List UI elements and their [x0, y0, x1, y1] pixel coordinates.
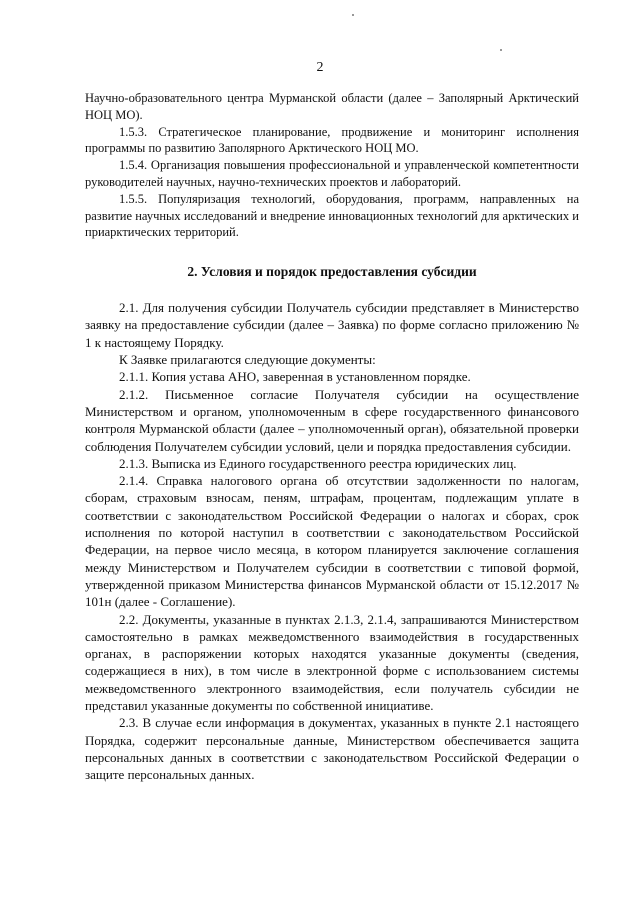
scan-speck	[352, 14, 354, 16]
paragraph: 2.1.1. Копия устава АНО, заверенная в установленном порядке.	[119, 369, 471, 385]
scan-speck	[500, 49, 502, 51]
paragraph: 2.1.2. Письменное согласие Получателя субсидии на осуществление Министерством и органом, уполномоченным в сфере государственного финансового контроля Мурманской области (далее – уполномоченный орган), обязательной проверки соблюдения Получателем субсидии условий, цели и порядка предоставления субсидии.	[85, 386, 579, 454]
paragraph: 1.5.4. Организация повышения профессиональной и управленческой компетентности руководителей научных, научно-технических проектов и лабораторий.	[85, 158, 579, 189]
section-1-continuation	[85, 90, 579, 241]
paragraph: 1.5.5. Популяризация технологий, оборудования, программ, направленных на развитие научных исследований и внедрение инновационных технологий для арктических и приарктических территорий.	[85, 191, 579, 240]
page-number: 2	[316, 60, 324, 75]
paragraph: К Заявке прилагаются следующие документы:	[119, 352, 376, 368]
paragraph: 2.1. Для получения субсидии Получатель субсидии представляет в Министерство заявку на предоставление субсидии (далее – Заявка) по форме согласно приложению № 1 к настоящему Порядку.	[85, 300, 579, 350]
paragraph: 2.1.3. Выписка из Единого государственного реестра юридических лиц.	[119, 455, 517, 471]
paragraph: 2.2. Документы, указанные в пунктах 2.1.3, 2.1.4, запрашиваются Министерством самостоятельно в рамках межведомственного взаимодействия в государственных органах, в распоряжении которых находятся указанные документы (сведения, содержащиеся в них), в том числе в электронной форме с использованием системы межведомственного электронного взаимодействия, если получатель субсидии не представил указанные документы по собственной инициативе.	[85, 611, 579, 713]
paragraph: 1.5.3. Стратегическое планирование, продвижение и мониторинг исполнения программы по развитию Заполярного Арктического НОЦ МО.	[85, 124, 579, 156]
section-2-heading: 2. Условия и порядок предоставления субсидии	[187, 264, 477, 280]
section-2	[85, 299, 579, 783]
paragraph: 2.3. В случае если информация в документах, указанных в пункте 2.1 настоящего Порядка, содержит персональные данные, Министерством обеспечивается защита персональных данных в соответствии с законодательством Российской Федерации о защите персональных данных.	[85, 715, 579, 783]
document-body	[85, 90, 579, 783]
paragraph: Научно-образовательного центра Мурманской области (далее – Заполярный Арктический НОЦ МО).	[85, 91, 579, 122]
paragraph: 2.1.4. Справка налогового органа об отсутствии задолженности по налогам, сборам, страховым взносам, пеням, штрафам, процентам, подлежащим уплате в соответствии с законодательством Российской Федерации о налогах и сборах, срок исполнения по которой наступил в соответствии с законодательством Российской Федерации, на первое число месяца, в котором планируется заключение соглашения между Министерством и Получателем субсидии в соответствии с типовой формой, утвержденной приказом Министерства финансов Мурманской области от 15.12.2017 № 101н (далее - Соглашение).	[85, 473, 579, 610]
